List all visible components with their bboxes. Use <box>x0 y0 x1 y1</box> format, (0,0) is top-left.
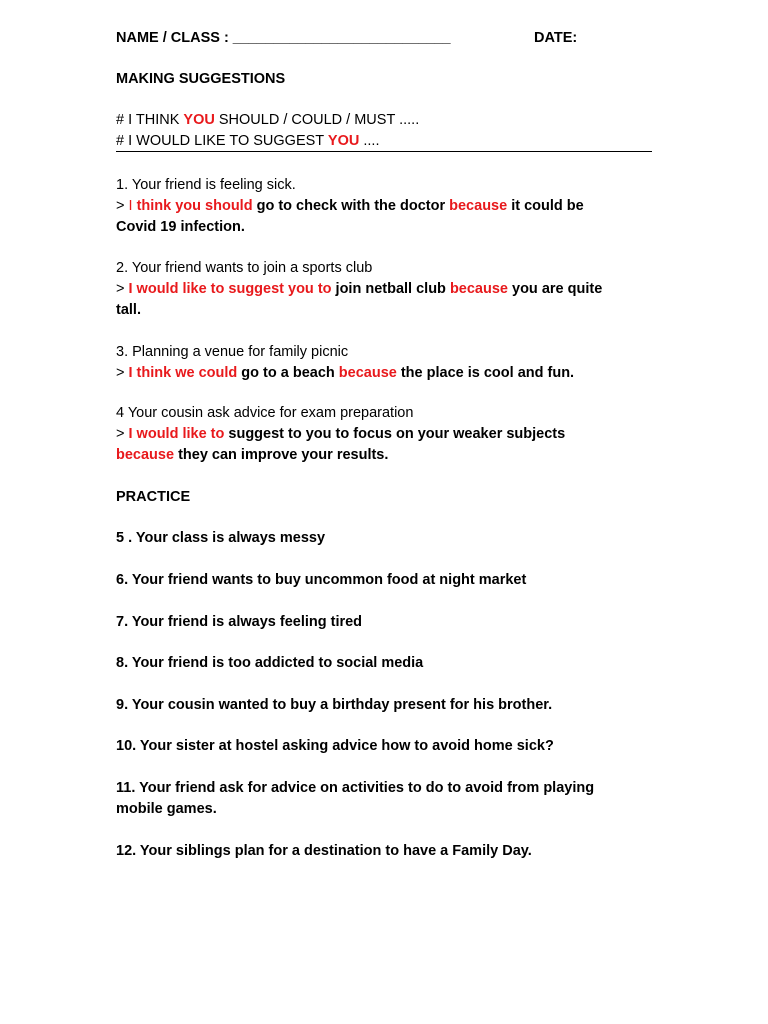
practice-question-11-cont: mobile games. <box>116 801 217 817</box>
example-3-answer: > I think we could go to a beach because the place is cool and fun. <box>116 365 575 381</box>
example-4-answer-cont: because they can improve your results. <box>116 447 389 463</box>
name-class-field: NAME / CLASS : ___________________________ <box>116 30 451 46</box>
example-3-question: 3. Planning a venue for family picnic <box>116 344 349 360</box>
pattern-2-text: # I WOULD LIKE TO SUGGEST <box>116 133 328 149</box>
example-4-question: 4 Your cousin ask advice for exam preparation <box>116 405 414 421</box>
practice-heading: PRACTICE <box>116 489 191 505</box>
date-field: DATE: <box>534 30 578 46</box>
example-2-answer: > I would like to suggest you to join netball club because you are quite <box>116 281 603 297</box>
example-4-answer: > I would like to suggest to you to focus on your weaker subjects <box>116 426 566 442</box>
practice-question-10: 10. Your sister at hostel asking advice how to avoid home sick? <box>116 738 554 754</box>
example-1-answer: > I think you should go to check with the doctor because it could be <box>116 198 584 214</box>
practice-question-8: 8. Your friend is too addicted to social media <box>116 655 424 671</box>
pattern-1-text: # I THINK <box>116 112 184 128</box>
example-1-question: 1. Your friend is feeling sick. <box>116 177 296 193</box>
practice-question-7: 7. Your friend is always feeling tired <box>116 614 363 630</box>
pattern-line-2 <box>116 131 380 151</box>
example-2-answer-cont: tall. <box>116 302 141 318</box>
practice-question-11: 11. Your friend ask for advice on activities to do to avoid from playing <box>116 780 595 796</box>
pattern-2-you: YOU <box>327 133 360 149</box>
example-2-question: 2. Your friend wants to join a sports club <box>116 260 373 276</box>
practice-question-9: 9. Your cousin wanted to buy a birthday present for his brother. <box>116 697 553 713</box>
pattern-line-1 <box>116 110 419 130</box>
practice-question-12: 12. Your siblings plan for a destination to have a Family Day. <box>116 843 532 859</box>
page-title: MAKING SUGGESTIONS <box>116 71 286 87</box>
practice-question-5: 5 . Your class is always messy <box>116 530 326 546</box>
pattern-1-rest: SHOULD / COULD / MUST ..... <box>214 112 420 128</box>
example-1-answer-cont: Covid 19 infection. <box>116 219 245 235</box>
practice-question-6: 6. Your friend wants to buy uncommon food at night market <box>116 572 527 588</box>
pattern-2-rest: .... <box>359 133 380 149</box>
divider-line <box>116 151 652 152</box>
pattern-1-you: YOU <box>183 112 215 128</box>
